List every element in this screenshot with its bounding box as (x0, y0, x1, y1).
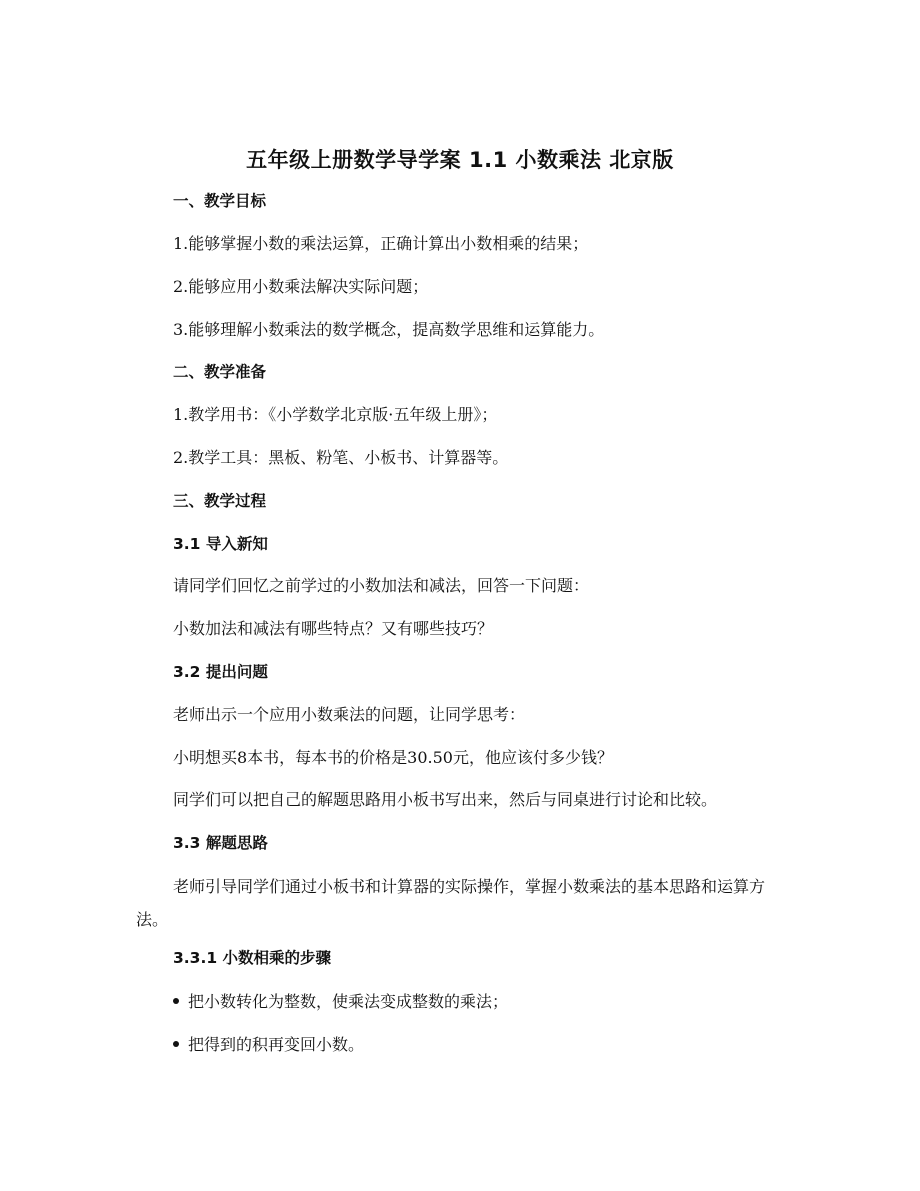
list-item (173, 990, 508, 1014)
approach-paragraph: 老师引导同学们通过小板书和计算器的实际操作，掌握小数乘法的基本思路和运算方法。 (136, 877, 766, 929)
intro-line-1: 请同学们回忆之前学过的小数加法和减法，回答一下问题： (173, 576, 590, 595)
subsection-heading-intro: 3.1 导入新知 (173, 535, 268, 553)
preparation-item-2: 2.教学工具：黑板、粉笔、小板书、计算器等。 (173, 448, 509, 467)
problem-line-3: 同学们可以把自己的解题思路用小板书写出来，然后与同桌进行讨论和比较。 (173, 790, 718, 809)
subsection-heading-approach: 3.3 解题思路 (173, 834, 268, 852)
document-title: 五年级上册数学导学案 1.1 小数乘法 北京版 (246, 148, 674, 172)
objective-item-3: 3.能够理解小数乘法的数学概念，提高数学思维和运算能力。 (173, 320, 605, 339)
step-text-2: 把得到的积再变回小数。 (188, 1035, 365, 1054)
intro-line-2: 小数加法和减法有哪些特点？又有哪些技巧？ (173, 619, 494, 638)
objective-item-1: 1.能够掌握小数的乘法运算，正确计算出小数相乘的结果； (173, 234, 589, 253)
list-item (173, 1033, 364, 1057)
section-heading-preparation: 二、教学准备 (173, 363, 267, 381)
section-heading-process: 三、教学过程 (173, 492, 267, 510)
subsection-heading-problem: 3.2 提出问题 (173, 663, 268, 681)
subsubsection-heading-steps: 3.3.1 小数相乘的步骤 (173, 949, 332, 967)
step-text-1: 把小数转化为整数，使乘法变成整数的乘法； (188, 992, 509, 1011)
preparation-item-1: 1.教学用书：《小学数学北京版·五年级上册》； (173, 405, 498, 424)
bullet-icon (173, 1041, 179, 1047)
problem-line-1: 老师出示一个应用小数乘法的问题，让同学思考： (173, 705, 526, 724)
problem-line-2: 小明想买8本书，每本书的价格是30.50元，他应该付多少钱？ (173, 748, 613, 767)
section-heading-objectives: 一、教学目标 (173, 192, 267, 210)
objective-item-2: 2.能够应用小数乘法解决实际问题； (173, 277, 429, 296)
bullet-icon (173, 998, 179, 1004)
